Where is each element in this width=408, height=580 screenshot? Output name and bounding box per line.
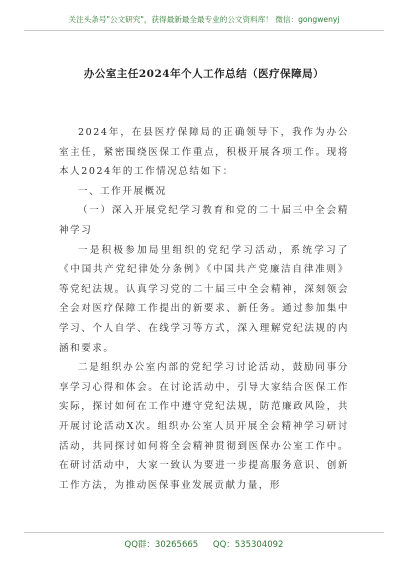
- section-heading: 一、工作开展概况: [78, 185, 167, 197]
- subsection-heading: （一）深入开展党纪学习教育和党的二十届三中全会精神学习: [59, 205, 349, 236]
- paragraph-intro: 2024年，在县医疗保障局的正确领导下，我作为办公室主任，紧密围绕医保工作重点，积极开展各项工作。现将本人2024年的工作情况总结如下：: [59, 127, 349, 178]
- header-divider: [24, 30, 384, 31]
- paragraph-first-point: 一是积极参加局里组织的党纪学习活动，系统学习了《中国共产党纪律处分条例》《中国共产党廉洁自律准则》等党纪法规。认真学习党的二十届三中全会精神，深刻领会全会对医疗保障工作提出的新要求、新任务。通过参加集中学习、个人自学、在线学习等方式，深入理解党纪法规的内涵和要求。: [59, 244, 349, 354]
- footer-qq: QQ：535304092: [212, 540, 284, 550]
- paragraph-second-point: 二是组织办公室内部的党纪学习讨论活动，鼓励同事分享学习心得和体会。在讨论活动中，引导大家结合医保工作实际，探讨如何在工作中遵守党纪法规，防范廉政风险，共开展讨论活动X次。组织办公室人员开展全会精神学习研讨活动，共同探讨如何将全会精神贯彻到医保办公室工作中。在研讨活动中，大家一致认为要进一步提高服务意识、创新工作方法，为推动医保事业发展贡献力量，形: [59, 362, 349, 491]
- header-banner: 关注头条号"公文研究"，获得最新最全最专业的公文资料库！ 微信：gongwenyj: [68, 15, 340, 24]
- document-title: 办公室主任2024年个人工作总结（医疗保障局）: [83, 68, 325, 80]
- document-body: [59, 123, 349, 495]
- footer: [0, 538, 408, 550]
- footer-qq-group: QQ群：30265665: [124, 540, 199, 550]
- footer-divider: [24, 532, 384, 533]
